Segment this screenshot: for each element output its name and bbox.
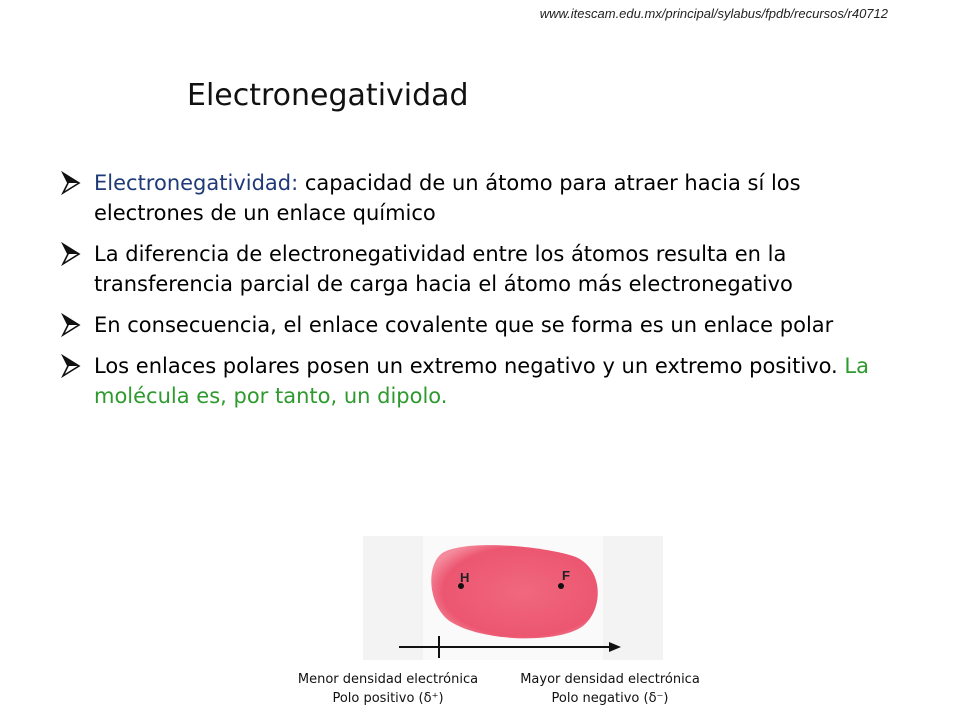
arrow-bullet-icon (60, 312, 82, 338)
caption-right-line1: Mayor densidad electrónica (520, 672, 700, 687)
slide-title: Electronegatividad (187, 78, 469, 113)
fluorine-nucleus (558, 583, 564, 589)
bullet-item (60, 310, 900, 340)
fluorine-label: F (562, 568, 570, 583)
dipole-arrowhead (609, 642, 621, 652)
bullet-item (60, 351, 900, 411)
definition-term: Electronegatividad: (94, 171, 299, 195)
dipole-diagram (363, 536, 663, 660)
caption-left-line2: Polo positivo (δ⁺) (332, 691, 444, 706)
bullet-text: En consecuencia, el enlace covalente que se forma es un enlace polar (94, 313, 834, 337)
arrow-bullet-icon (60, 241, 82, 267)
bullet-text: Los enlaces polares posen un extremo negativo y un extremo positivo. (94, 354, 845, 378)
caption-right (500, 670, 720, 708)
bullet-text: La diferencia de electronegatividad entre los átomos resulta en la transferencia parcial de carga hacia el átomo más electronegativo (94, 242, 793, 296)
arrow-bullet-icon (60, 353, 82, 379)
caption-left (278, 670, 498, 708)
caption-left-line1: Menor densidad electrónica (297, 672, 479, 687)
hydrogen-label: H (460, 570, 470, 585)
arrow-bullet-icon (60, 170, 82, 196)
bullet-list (60, 168, 900, 422)
source-url: www.itescam.edu.mx/principal/sylabus/fpdb/recursos/r40712 (539, 6, 888, 21)
dipole-figure (363, 536, 663, 660)
dipole-highlight: La molécula es, por tanto, un dipolo. (94, 354, 869, 408)
bullet-item (60, 168, 900, 228)
electron-cloud (431, 545, 597, 638)
bullet-item (60, 239, 900, 299)
bullet-text: capacidad de un átomo para atraer hacia sí los electrones de un enlace químico (94, 171, 801, 225)
caption-right-line2: Polo negativo (δ⁻) (551, 691, 669, 706)
